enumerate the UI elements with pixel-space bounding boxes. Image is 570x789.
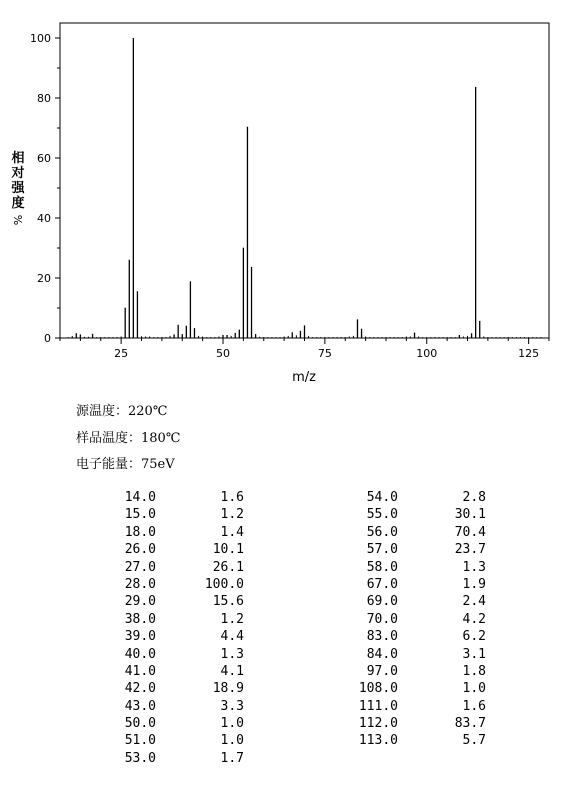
peak-abundance: 2.4 <box>462 594 486 610</box>
peak-mz: 14.0 <box>124 490 156 505</box>
y-tick-label: 40 <box>37 212 51 225</box>
peak-abundance: 1.3 <box>462 559 486 575</box>
peak-abundance: 4.1 <box>220 663 244 679</box>
y-tick-label: 20 <box>37 272 51 285</box>
peak-abundance: 18.9 <box>212 681 244 697</box>
peak-mz: 29.0 <box>124 594 156 610</box>
peak-row <box>342 646 486 663</box>
peak-row <box>342 506 486 523</box>
peak-abundance: 10.1 <box>212 542 244 558</box>
peak-row <box>342 559 486 576</box>
peak-mz: 18.0 <box>124 524 156 540</box>
peak-abundance: 1.0 <box>220 716 244 732</box>
peak-row <box>342 541 486 558</box>
peak-abundance: 1.9 <box>462 576 486 592</box>
peak-mz: 42.0 <box>124 681 156 697</box>
peak-row <box>342 732 486 749</box>
source-temperature: 源温度：220℃ <box>76 404 168 419</box>
peak-abundance: 23.7 <box>454 542 486 558</box>
peak-abundance: 30.1 <box>454 507 486 523</box>
peak-abundance: 5.7 <box>462 733 486 749</box>
x-tick-label: 25 <box>114 347 129 360</box>
peak-abundance: 3.1 <box>462 646 486 662</box>
peak-mz: 27.0 <box>124 559 156 575</box>
peak-row <box>342 715 486 732</box>
peak-mz: 51.0 <box>124 733 156 749</box>
peak-abundance: 1.2 <box>220 611 244 627</box>
svg-text:对: 对 <box>11 166 25 181</box>
peak-mz: 113.0 <box>358 733 398 749</box>
peak-table-left-column <box>100 489 244 767</box>
peak-abundance: 83.7 <box>454 716 486 732</box>
peak-mz: 111.0 <box>358 698 398 714</box>
peak-row <box>342 489 486 506</box>
peak-mz: 41.0 <box>124 663 156 679</box>
peak-row <box>100 750 244 767</box>
peak-row <box>100 646 244 663</box>
peak-row <box>100 698 244 715</box>
sample-temperature: 样品温度：180℃ <box>76 431 181 446</box>
svg-text:度: 度 <box>11 196 25 211</box>
peak-abundance: 26.1 <box>212 559 244 575</box>
peak-mz: 108.0 <box>358 681 398 697</box>
electron-energy: 电子能量：75eV <box>76 457 175 472</box>
peak-row <box>100 611 244 628</box>
peak-mz: 70.0 <box>366 611 398 627</box>
y-tick-label: 100 <box>30 32 51 45</box>
peak-mz: 50.0 <box>124 716 156 732</box>
x-tick-label: 75 <box>317 347 332 360</box>
peak-row <box>100 680 244 697</box>
peak-abundance: 1.0 <box>462 681 486 697</box>
peak-mz: 28.0 <box>124 576 156 592</box>
peak-row <box>100 559 244 576</box>
peak-mz: 69.0 <box>366 594 398 610</box>
peak-mz: 112.0 <box>358 716 398 732</box>
peak-row <box>342 663 486 680</box>
peak-row <box>100 576 244 593</box>
x-axis-label: m/z <box>292 370 316 385</box>
peak-row <box>100 663 244 680</box>
peak-abundance: 4.4 <box>220 629 244 645</box>
peak-mz: 53.0 <box>124 750 156 766</box>
peak-mz: 84.0 <box>366 646 398 662</box>
peak-abundance: 1.6 <box>462 698 486 714</box>
peak-mz: 83.0 <box>366 629 398 645</box>
peak-mz: 58.0 <box>366 559 398 575</box>
y-axis-ticks <box>30 32 60 345</box>
peak-abundance: 1.3 <box>220 646 244 662</box>
peak-abundance: 1.2 <box>220 507 244 523</box>
x-tick-label: 125 <box>518 347 540 360</box>
peak-abundance: 3.3 <box>220 698 244 714</box>
peak-mz: 38.0 <box>124 611 156 627</box>
y-tick-label: 60 <box>37 152 51 165</box>
peak-mz: 39.0 <box>124 629 156 645</box>
peak-abundance: 1.8 <box>462 663 486 679</box>
spectrum-peaks <box>76 38 479 338</box>
peak-abundance: 100.0 <box>204 576 244 592</box>
peak-row <box>100 593 244 610</box>
peak-abundance: 1.7 <box>220 750 244 766</box>
peak-abundance: 15.6 <box>212 594 244 610</box>
peak-abundance: 1.4 <box>220 524 244 540</box>
x-tick-label: 50 <box>216 347 230 360</box>
peak-abundance: 2.8 <box>462 490 486 505</box>
peak-mz: 67.0 <box>366 576 398 592</box>
peak-row <box>342 611 486 628</box>
peak-mz: 15.0 <box>124 507 156 523</box>
y-axis-label <box>10 150 25 225</box>
peak-row <box>342 680 486 697</box>
peak-row <box>342 628 486 645</box>
peak-abundance: 70.4 <box>454 524 486 540</box>
peak-row <box>100 628 244 645</box>
peak-row <box>342 593 486 610</box>
peak-abundance: 6.2 <box>462 629 486 645</box>
peak-row <box>100 541 244 558</box>
peak-row <box>100 732 244 749</box>
peak-mz: 43.0 <box>124 698 156 714</box>
y-tick-label: 80 <box>37 92 51 105</box>
peak-row <box>100 506 244 523</box>
peak-row <box>342 698 486 715</box>
svg-text:%: % <box>11 214 24 226</box>
peak-mz: 40.0 <box>124 646 156 662</box>
peak-mz: 56.0 <box>366 524 398 540</box>
svg-text:相: 相 <box>11 151 25 166</box>
peak-mz: 57.0 <box>366 542 398 558</box>
peak-mz: 54.0 <box>366 490 398 505</box>
peak-row <box>342 524 486 541</box>
y-tick-label: 0 <box>44 332 51 345</box>
peak-row <box>100 715 244 732</box>
x-axis-ticks <box>60 338 549 360</box>
svg-text:强: 强 <box>11 181 25 196</box>
peak-mz: 97.0 <box>366 663 398 679</box>
peak-mz: 26.0 <box>124 542 156 558</box>
peak-row <box>342 576 486 593</box>
peak-mz: 55.0 <box>366 507 398 523</box>
peak-abundance: 1.0 <box>220 733 244 749</box>
peak-row <box>100 524 244 541</box>
x-tick-label: 100 <box>416 347 438 360</box>
peak-table-right-column <box>342 489 486 750</box>
peak-row <box>100 489 244 506</box>
peak-abundance: 1.6 <box>220 490 244 505</box>
peak-abundance: 4.2 <box>462 611 486 627</box>
